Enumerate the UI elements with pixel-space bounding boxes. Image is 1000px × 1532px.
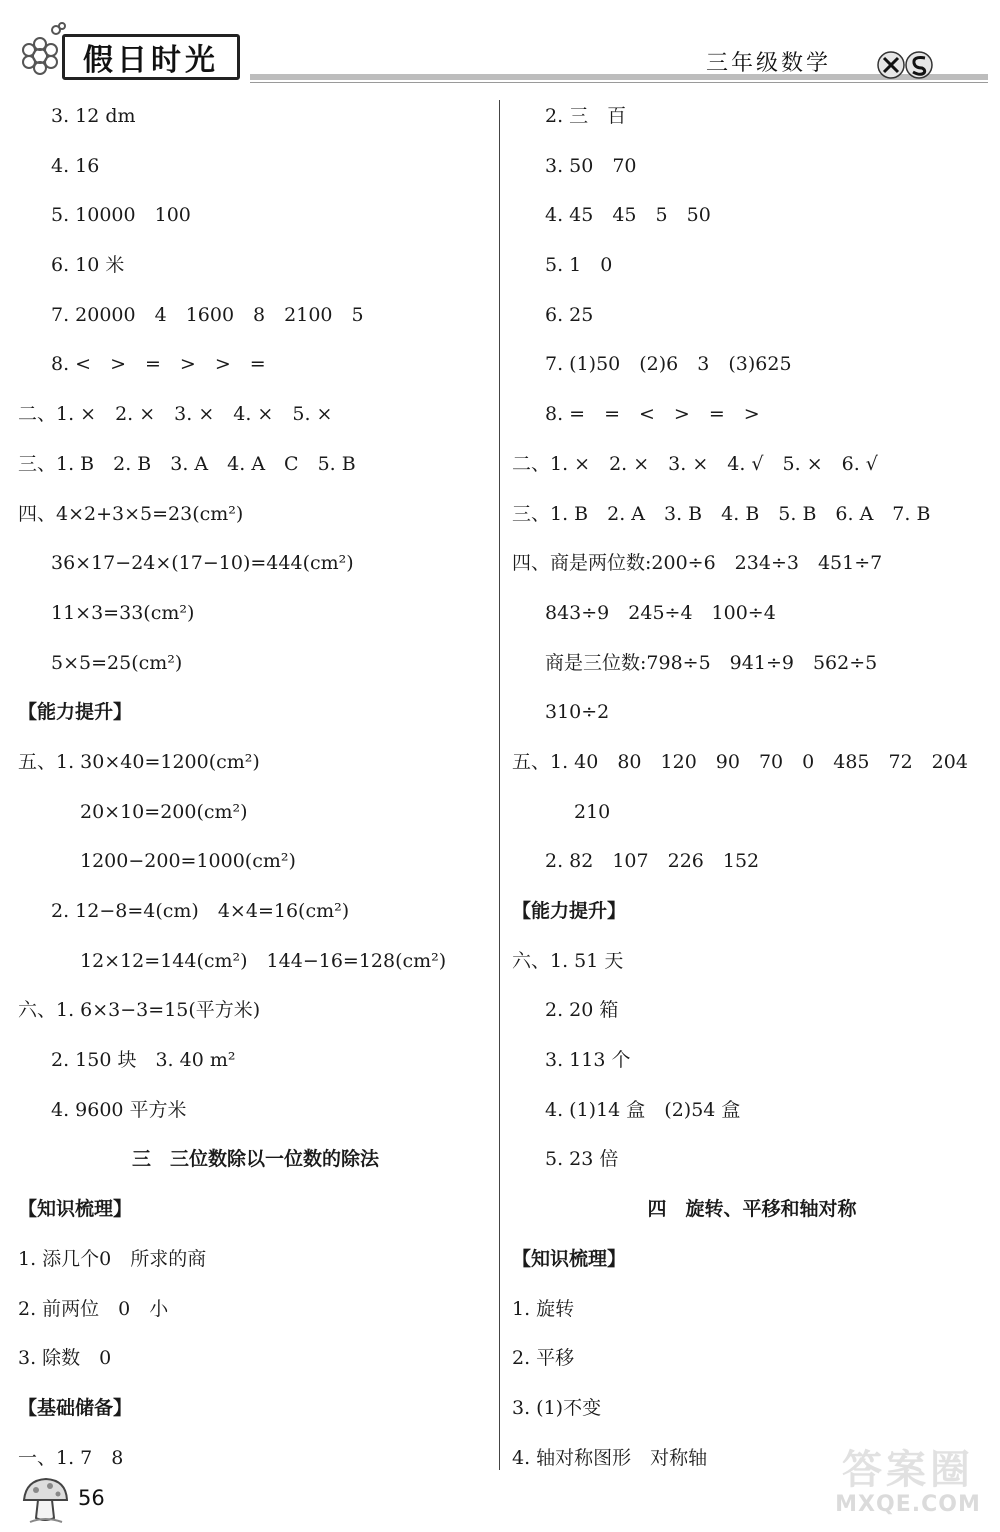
answer-line: 六、1. 51 天 xyxy=(512,949,624,972)
answer-line: 5. 23 倍 xyxy=(545,1148,619,1171)
answer-line: 8. < > = > > = xyxy=(51,353,266,376)
answer-line: 五、1. 30×40=1200(cm²) xyxy=(18,750,260,773)
answer-line: 20×10=200(cm²) xyxy=(80,800,248,823)
page-number: 56 xyxy=(78,1486,105,1510)
header-rule-thin xyxy=(250,82,988,83)
mushroom-icon xyxy=(20,1474,70,1526)
answer-line: 2. 三 百 xyxy=(545,105,627,127)
section-heading: 【能力提升】 xyxy=(18,701,133,724)
answer-line: 3. 50 70 xyxy=(545,154,637,177)
answer-line: 4. 45 45 5 50 xyxy=(545,204,711,227)
chapter-title: 三 三位数除以一位数的除法 xyxy=(131,1148,379,1171)
answer-line: 2. 平移 xyxy=(512,1347,575,1370)
answer-line: 36×17−24×(17−10)=444(cm²) xyxy=(51,552,354,575)
answer-line: 1. 旋转 xyxy=(512,1297,575,1320)
answer-line: 5. 10000 100 xyxy=(51,204,191,227)
answer-line: 4. (1)14 盒 (2)54 盒 xyxy=(545,1098,741,1121)
answer-line: 四、商是两位数:200÷6 234÷3 451÷7 xyxy=(512,552,883,575)
flower-icon xyxy=(18,20,68,80)
answer-line: 三、1. B 2. B 3. A 4. A C 5. B xyxy=(18,452,356,475)
page-header xyxy=(0,0,1000,95)
answer-line: 六、1. 6×3−3=15(平方米) xyxy=(18,999,261,1022)
answer-line: 5. 1 0 xyxy=(545,254,613,277)
answer-line: 2. 150 块 3. 40 m² xyxy=(51,1049,236,1072)
section-heading: 【基础储备】 xyxy=(18,1396,133,1419)
answer-line: 五、1. 40 80 120 90 70 0 485 72 204 xyxy=(512,750,968,773)
answer-line: 8. = = < > = > xyxy=(545,403,760,426)
right-column xyxy=(512,92,992,1483)
answer-line: 2. 12−8=4(cm) 4×4=16(cm²) xyxy=(51,900,350,922)
answer-line: 3. 12 dm xyxy=(51,105,136,127)
answer-line: 3. 除数 0 xyxy=(18,1347,112,1370)
watermark-url: MXQE.COM xyxy=(835,1492,981,1517)
left-column xyxy=(18,92,493,1483)
answer-line: 三、1. B 2. A 3. B 4. B 5. B 6. A 7. B xyxy=(512,502,931,525)
answer-line: 210 xyxy=(574,800,611,823)
section-heading: 【知识梳理】 xyxy=(512,1247,627,1270)
answer-line: 4. 轴对称图形 对称轴 xyxy=(512,1446,708,1469)
answer-line: 310÷2 xyxy=(545,701,610,724)
answer-line: 商是三位数:798÷5 941÷9 562÷5 xyxy=(545,651,878,674)
answer-line: 2. 20 箱 xyxy=(545,999,619,1022)
answer-line: 7. 20000 4 1600 8 2100 5 xyxy=(51,303,364,326)
brand-box xyxy=(62,34,240,80)
answer-line: 6. 10 米 xyxy=(51,254,125,277)
answer-line: 一、1. 7 8 xyxy=(18,1446,124,1469)
grade-subject: 三年级数学 xyxy=(706,51,832,76)
answer-line: 7. (1)50 (2)6 3 (3)625 xyxy=(545,353,792,376)
watermark-title: 答案圈 xyxy=(842,1447,974,1493)
answer-line: 四、4×2+3×5=23(cm²) xyxy=(18,502,244,525)
answer-line: 二、1. × 2. × 3. × 4. √ 5. × 6. √ xyxy=(512,452,878,475)
answer-line: 12×12=144(cm²) 144−16=128(cm²) xyxy=(80,949,447,972)
watermark xyxy=(822,1438,994,1528)
answer-line: 3. 113 个 xyxy=(545,1049,631,1072)
section-heading: 【知识梳理】 xyxy=(18,1198,133,1221)
answer-line: 4. 16 xyxy=(51,154,100,177)
answer-line: 5×5=25(cm²) xyxy=(51,651,183,674)
chapter-title: 四 旋转、平移和轴对称 xyxy=(647,1198,857,1221)
answer-line: 2. 前两位 0 小 xyxy=(18,1297,169,1320)
answer-line: 6. 25 xyxy=(545,303,594,326)
brand-title: 假日时光 xyxy=(83,43,219,78)
column-divider xyxy=(499,100,500,1470)
answer-line: 843÷9 245÷4 100÷4 xyxy=(545,601,776,624)
xs-logo-icon xyxy=(876,50,934,80)
answer-line: 3. (1)不变 xyxy=(512,1396,602,1419)
section-heading: 【能力提升】 xyxy=(512,900,627,922)
answer-line: 4. 9600 平方米 xyxy=(51,1098,187,1121)
answer-line: 1. 添几个0 所求的商 xyxy=(18,1247,207,1270)
answer-line: 1200−200=1000(cm²) xyxy=(80,850,296,873)
answer-line: 11×3=33(cm²) xyxy=(51,601,195,624)
answer-line: 二、1. × 2. × 3. × 4. × 5. × xyxy=(18,403,333,426)
answer-line: 2. 82 107 226 152 xyxy=(545,850,760,873)
